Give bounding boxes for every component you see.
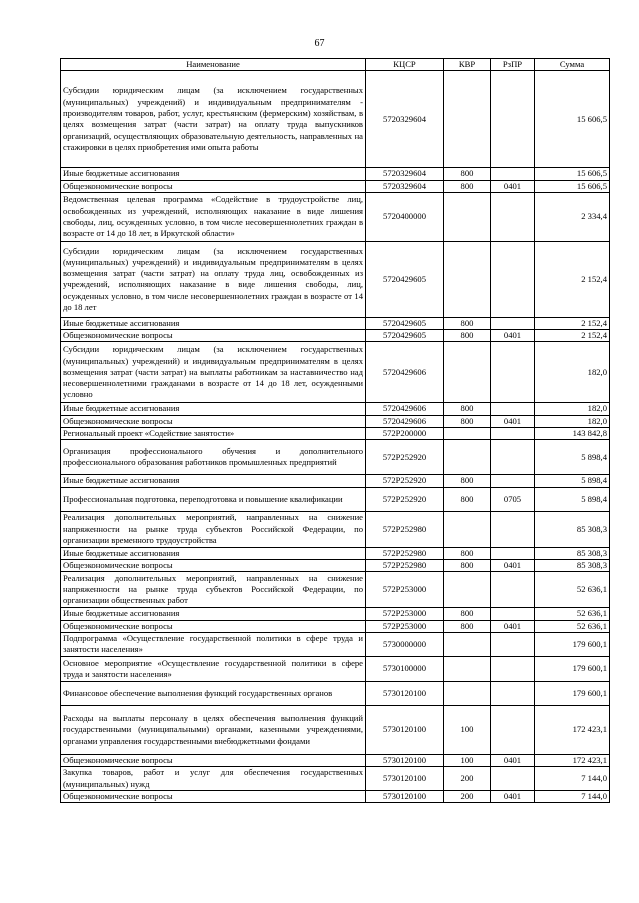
cell-kcsr: 5730120100 — [366, 681, 444, 705]
table-row — [61, 705, 610, 754]
cell-name: Закупка товаров, работ и услуг для обеспечения государственных (муниципальных) нужд — [61, 767, 366, 791]
table-row — [61, 572, 610, 608]
table-row — [61, 342, 610, 403]
cell-rzpr — [491, 681, 535, 705]
cell-name: Финансовое обеспечение выполнения функций государственных органов — [61, 681, 366, 705]
cell-kvr: 800 — [444, 487, 491, 511]
cell-kvr: 800 — [444, 559, 491, 571]
header-kcsr: КЦСР — [366, 59, 444, 71]
table-row — [61, 791, 610, 803]
table-row — [61, 428, 610, 440]
cell-kvr — [444, 342, 491, 403]
page-number: 67 — [314, 38, 325, 49]
cell-sum: 85 308,3 — [535, 511, 610, 547]
cell-name: Иные бюджетные ассигнования — [61, 403, 366, 415]
cell-kcsr: 5720429605 — [366, 330, 444, 342]
cell-rzpr — [491, 168, 535, 180]
cell-kcsr: 572P252980 — [366, 511, 444, 547]
cell-kvr — [444, 71, 491, 168]
cell-kcsr: 572P252920 — [366, 475, 444, 487]
cell-kvr — [444, 572, 491, 608]
cell-kvr — [444, 192, 491, 241]
cell-kcsr: 5720429605 — [366, 317, 444, 329]
cell-kvr — [444, 428, 491, 440]
cell-sum: 2 152,4 — [535, 241, 610, 317]
cell-rzpr: 0401 — [491, 791, 535, 803]
table-row — [61, 632, 610, 656]
cell-sum: 85 308,3 — [535, 559, 610, 571]
cell-kcsr: 5730120100 — [366, 767, 444, 791]
table-row — [61, 681, 610, 705]
cell-name: Общеэкономические вопросы — [61, 180, 366, 192]
cell-kvr: 800 — [444, 547, 491, 559]
cell-sum: 2 152,4 — [535, 317, 610, 329]
table-row — [61, 317, 610, 329]
cell-sum: 15 606,5 — [535, 168, 610, 180]
cell-name: Общеэкономические вопросы — [61, 415, 366, 427]
cell-rzpr — [491, 656, 535, 681]
cell-sum: 5 898,4 — [535, 440, 610, 475]
budget-table — [60, 58, 610, 803]
cell-kcsr: 5730120100 — [366, 754, 444, 766]
cell-kcsr: 572P252980 — [366, 547, 444, 559]
cell-sum: 52 636,1 — [535, 608, 610, 620]
cell-rzpr — [491, 547, 535, 559]
cell-name: Субсидии юридическим лицам (за исключением государственных (муниципальных) учреждений) и индивидуальным предпринимателям - производителям товаров, работ, услуг, крестьянским (фермерским) хозяйствам, в целях возмещения затрат (части затрат) на оплату труда выпускников организаций, осуществляющих образовательную деятельность, направленных на стажировки в целях приобретения ими опыта работы — [61, 71, 366, 168]
table-row — [61, 192, 610, 241]
cell-kvr: 200 — [444, 791, 491, 803]
cell-kvr: 800 — [444, 415, 491, 427]
cell-name: Ведомственная целевая программа «Содействие в трудоустройстве лиц, освобожденных из учреждений, исполняющих наказание в виде лишения свободы, лиц, осужденных условно, в том числе несовершеннолетних граждан в возрасте от 14 до 18 лет, в Иркутской области» — [61, 192, 366, 241]
cell-sum: 5 898,4 — [535, 487, 610, 511]
cell-sum: 5 898,4 — [535, 475, 610, 487]
table-row — [61, 620, 610, 632]
cell-name: Основное мероприятие «Осуществление государственной политики в сфере труда и занятости населения» — [61, 656, 366, 681]
cell-sum: 179 600,1 — [535, 656, 610, 681]
cell-sum: 15 606,5 — [535, 180, 610, 192]
cell-name: Субсидии юридическим лицам (за исключением государственных (муниципальных) учреждений) и индивидуальным предпринимателям в целях возмещения затрат (части затрат) на выплаты работникам за наставничество над несовершеннолетними гражданами в возрасте от 14 до 18 лет, осужденными условно — [61, 342, 366, 403]
cell-name: Подпрограмма «Осуществление государственной политики в сфере труда и занятости населения» — [61, 632, 366, 656]
cell-name: Иные бюджетные ассигнования — [61, 168, 366, 180]
cell-rzpr — [491, 241, 535, 317]
cell-kcsr: 5730120100 — [366, 705, 444, 754]
cell-kvr: 800 — [444, 620, 491, 632]
cell-rzpr — [491, 342, 535, 403]
cell-kcsr: 5720429606 — [366, 403, 444, 415]
cell-name: Общеэкономические вопросы — [61, 330, 366, 342]
cell-kvr: 100 — [444, 754, 491, 766]
cell-rzpr — [491, 440, 535, 475]
cell-kvr — [444, 681, 491, 705]
table-row — [61, 559, 610, 571]
table-header-row — [61, 59, 610, 71]
cell-kvr: 800 — [444, 475, 491, 487]
cell-name: Региональный проект «Содействие занятости» — [61, 428, 366, 440]
cell-kvr: 800 — [444, 403, 491, 415]
cell-kvr: 200 — [444, 767, 491, 791]
cell-sum: 182,0 — [535, 415, 610, 427]
header-name: Наименование — [61, 59, 366, 71]
cell-name: Иные бюджетные ассигнования — [61, 317, 366, 329]
cell-kcsr: 572P253000 — [366, 608, 444, 620]
table-row — [61, 487, 610, 511]
cell-kvr — [444, 632, 491, 656]
table-row — [61, 475, 610, 487]
cell-sum: 182,0 — [535, 403, 610, 415]
cell-kcsr: 572P252920 — [366, 487, 444, 511]
table-row — [61, 415, 610, 427]
cell-rzpr — [491, 608, 535, 620]
cell-rzpr: 0705 — [491, 487, 535, 511]
cell-kvr: 800 — [444, 168, 491, 180]
cell-kcsr: 572P252980 — [366, 559, 444, 571]
cell-kcsr: 5720329604 — [366, 168, 444, 180]
cell-name: Общеэкономические вопросы — [61, 620, 366, 632]
cell-sum: 172 423,1 — [535, 754, 610, 766]
header-rzpr: РзПР — [491, 59, 535, 71]
cell-kvr: 800 — [444, 180, 491, 192]
cell-rzpr — [491, 403, 535, 415]
table-row — [61, 330, 610, 342]
cell-name: Организация профессионального обучения и дополнительного профессионального образования работников промышленных предприятий — [61, 440, 366, 475]
cell-rzpr — [491, 767, 535, 791]
cell-sum: 52 636,1 — [535, 620, 610, 632]
table-row — [61, 403, 610, 415]
cell-sum: 143 842,8 — [535, 428, 610, 440]
table-row — [61, 767, 610, 791]
table-row — [61, 71, 610, 168]
cell-rzpr — [491, 475, 535, 487]
cell-kvr: 800 — [444, 608, 491, 620]
cell-rzpr: 0401 — [491, 330, 535, 342]
table-row — [61, 754, 610, 766]
cell-name: Иные бюджетные ассигнования — [61, 475, 366, 487]
table-row — [61, 180, 610, 192]
cell-name: Общеэкономические вопросы — [61, 559, 366, 571]
cell-kcsr: 5720429605 — [366, 241, 444, 317]
table-row — [61, 241, 610, 317]
cell-rzpr — [491, 632, 535, 656]
header-sum: Сумма — [535, 59, 610, 71]
cell-rzpr: 0401 — [491, 620, 535, 632]
cell-kvr — [444, 656, 491, 681]
cell-kvr — [444, 241, 491, 317]
cell-name: Иные бюджетные ассигнования — [61, 547, 366, 559]
cell-sum: 182,0 — [535, 342, 610, 403]
cell-rzpr — [491, 428, 535, 440]
table-row — [61, 511, 610, 547]
cell-rzpr: 0401 — [491, 559, 535, 571]
cell-kcsr: 5720329604 — [366, 180, 444, 192]
cell-sum: 15 606,5 — [535, 71, 610, 168]
cell-kcsr: 5720429606 — [366, 342, 444, 403]
cell-sum: 85 308,3 — [535, 547, 610, 559]
cell-rzpr — [491, 572, 535, 608]
table-row — [61, 547, 610, 559]
cell-rzpr: 0401 — [491, 415, 535, 427]
cell-kcsr: 5720329604 — [366, 71, 444, 168]
cell-rzpr — [491, 317, 535, 329]
table-body — [61, 71, 610, 803]
cell-name: Субсидии юридическим лицам (за исключением государственных (муниципальных) учреждений) и индивидуальным предпринимателям в целях возмещения затрат (части затрат) на оплату труда лиц, освобожденных из учреждений, исполняющих наказание в виде лишения свободы, лиц, осужденных условно, в том числе несовершеннолетних граждан в возрасте от 14 до 18 лет — [61, 241, 366, 317]
cell-name: Общеэкономические вопросы — [61, 791, 366, 803]
cell-sum: 179 600,1 — [535, 632, 610, 656]
cell-rzpr: 0401 — [491, 754, 535, 766]
cell-name: Иные бюджетные ассигнования — [61, 608, 366, 620]
cell-rzpr — [491, 511, 535, 547]
cell-rzpr — [491, 705, 535, 754]
cell-sum: 7 144,0 — [535, 791, 610, 803]
cell-kvr — [444, 511, 491, 547]
cell-sum: 172 423,1 — [535, 705, 610, 754]
cell-kcsr: 5730000000 — [366, 632, 444, 656]
cell-kcsr: 5730100000 — [366, 656, 444, 681]
cell-kvr: 100 — [444, 705, 491, 754]
cell-sum: 52 636,1 — [535, 572, 610, 608]
cell-name: Профессиональная подготовка, переподготовка и повышение квалификации — [61, 487, 366, 511]
cell-sum: 2 334,4 — [535, 192, 610, 241]
cell-sum: 2 152,4 — [535, 330, 610, 342]
cell-rzpr — [491, 192, 535, 241]
cell-rzpr — [491, 71, 535, 168]
header-kvr: КВР — [444, 59, 491, 71]
cell-sum: 179 600,1 — [535, 681, 610, 705]
table-row — [61, 440, 610, 475]
cell-name: Расходы на выплаты персоналу в целях обеспечения выполнения функций государственными (муниципальными) органами, казенными учреждениями, органами управления государственными внебюджетными фондами — [61, 705, 366, 754]
cell-kvr: 800 — [444, 317, 491, 329]
table-row — [61, 656, 610, 681]
cell-name: Реализация дополнительных мероприятий, направленных на снижение напряженности на рынке труда субъектов Российской Федерации, по организации временного трудоустройства — [61, 511, 366, 547]
cell-kcsr: 5720400000 — [366, 192, 444, 241]
cell-kcsr: 572P200000 — [366, 428, 444, 440]
cell-sum: 7 144,0 — [535, 767, 610, 791]
cell-kcsr: 572P253000 — [366, 620, 444, 632]
cell-kvr — [444, 440, 491, 475]
cell-rzpr: 0401 — [491, 180, 535, 192]
cell-kcsr: 572P253000 — [366, 572, 444, 608]
table-row — [61, 168, 610, 180]
table-row — [61, 608, 610, 620]
cell-name: Общеэкономические вопросы — [61, 754, 366, 766]
cell-kcsr: 5720429606 — [366, 415, 444, 427]
cell-kcsr: 5730120100 — [366, 791, 444, 803]
cell-kvr: 800 — [444, 330, 491, 342]
cell-kcsr: 572P252920 — [366, 440, 444, 475]
cell-name: Реализация дополнительных мероприятий, направленных на снижение напряженности на рынке труда субъектов Российской Федерации, по организации общественных работ — [61, 572, 366, 608]
